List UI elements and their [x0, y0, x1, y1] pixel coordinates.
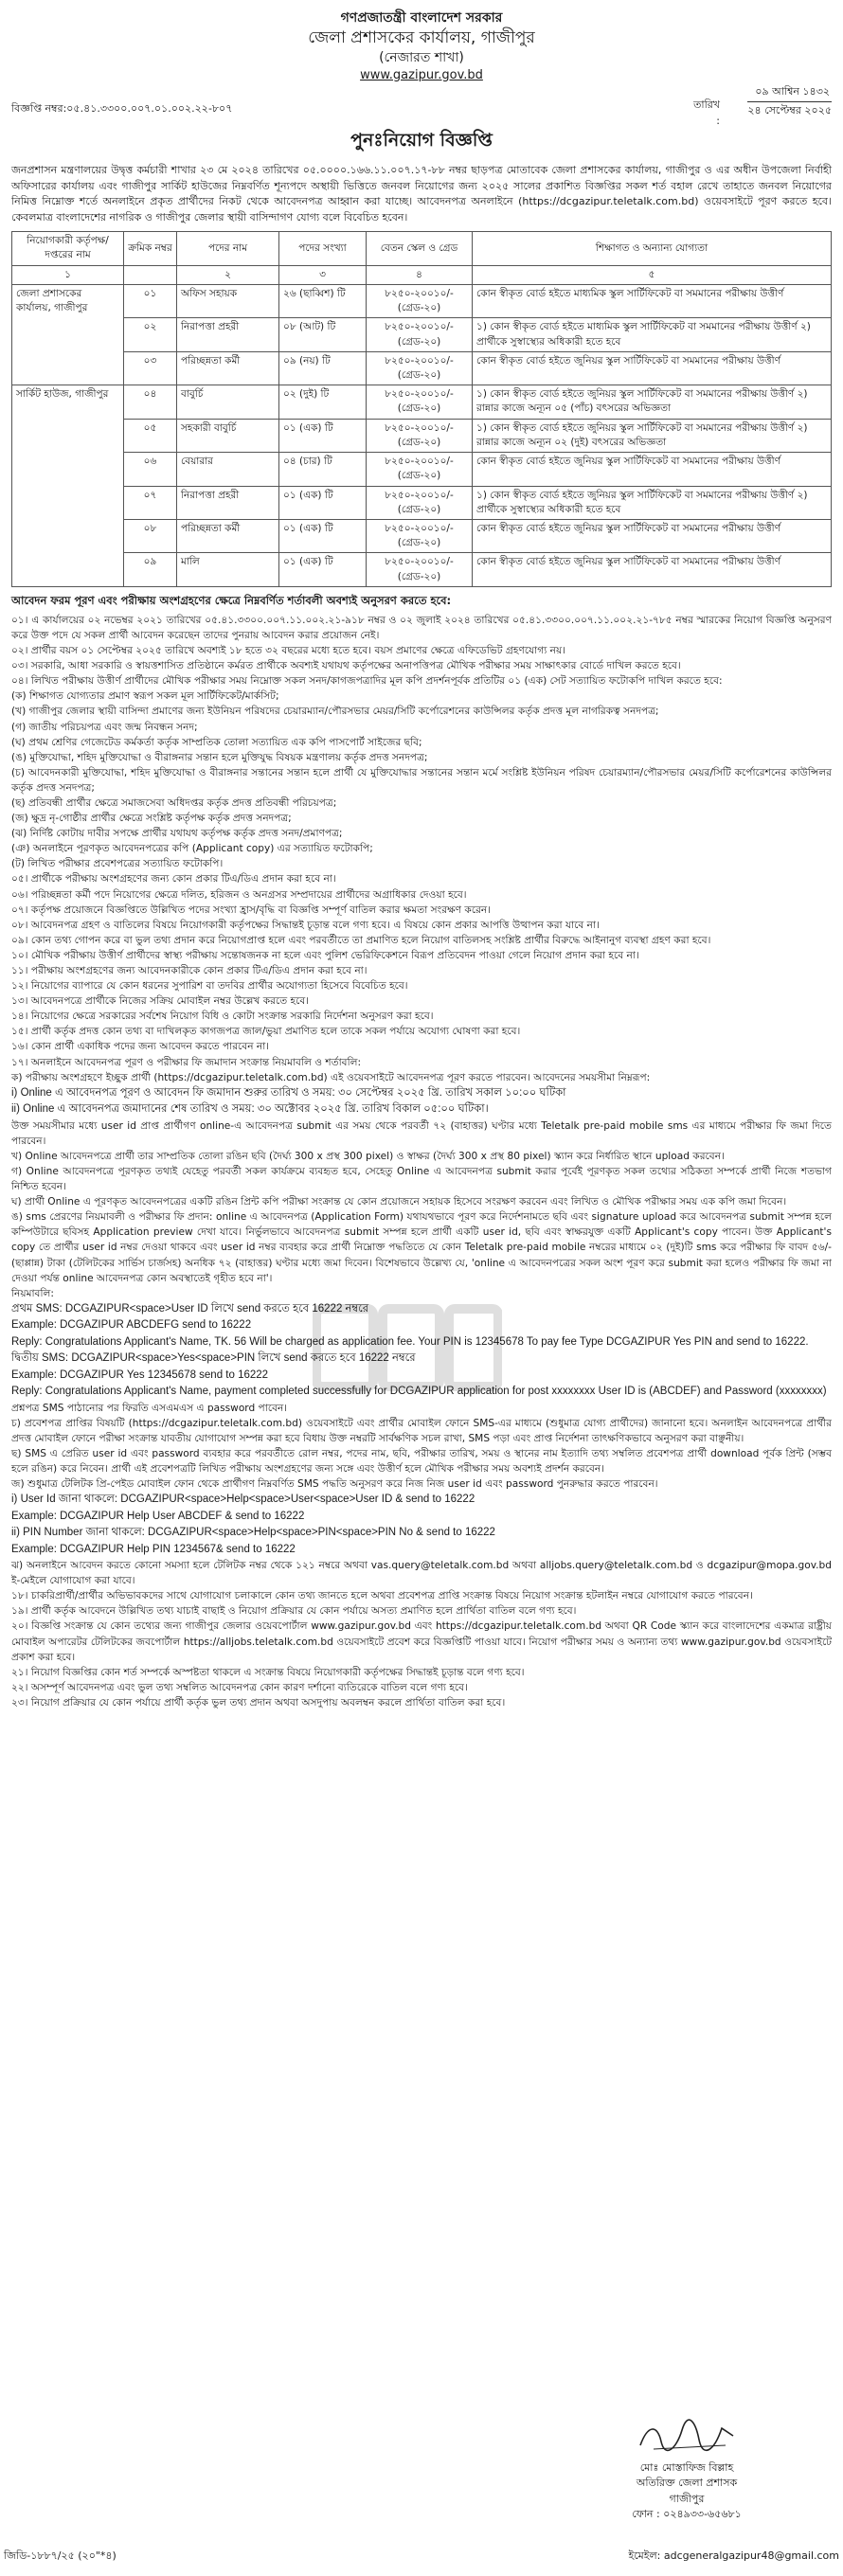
- serial-cell: ০২: [124, 318, 177, 351]
- condition-item: i) Online এ আবেদনপত্র পূরণ ও আবেদন ফি জমাদান শুরুর তারিখ ও সময়: ৩০ সেপ্টেম্বর ২০২৫ খ্রি. তারিখ সকাল ১০:০০ ঘটিকা: [11, 1086, 566, 1099]
- condition-item: ০২। প্রার্থীর বয়স ০১ সেপ্টেম্বর ২০২৫ তারিখে অবশ্যই ১৮ হতে ৩২ বছরের মধ্যে হতে হবে। বয়স প্রমাণের ক্ষেত্রে এফিডেভিট গ্রহণযোগ্য নয়।: [11, 645, 565, 657]
- qualification-cell: ১) কোন স্বীকৃত বোর্ড হইতে মাধ্যমিক স্কুল সার্টিফিকেট বা সমমানের পরীক্ষায় উত্তীর্ণ ২) প্রার্থীকে সুস্বাস্থ্যের অধিকারী হতে হবে: [473, 318, 832, 351]
- section-name: (নেজারত শাখা): [379, 49, 464, 65]
- office-name: জেলা প্রশাসকের কার্যালয়, গাজীপুর: [308, 27, 535, 47]
- count-cell: ০২ (দুই) টি: [279, 385, 367, 419]
- footer: [0, 2548, 843, 2567]
- letterhead: [11, 9, 832, 83]
- count-cell: ০৯ (নয়) টি: [279, 351, 367, 385]
- signatory-designation: অতিরিক্ত জেলা প্রশাসক: [636, 2477, 738, 2489]
- scale-cell: ৮২৫০-২০০১০/- (গ্রেড-২০): [367, 318, 473, 351]
- count-cell: ০৮ (আট) টি: [279, 318, 367, 351]
- serial-cell: ০৬: [124, 453, 177, 486]
- count-cell: ০১ (এক) টি: [279, 519, 367, 552]
- condition-item: ০৫। প্রার্থীকে পরীক্ষায় অংশগ্রহণের জন্য কোন প্রকার টিএ/ডিএ প্রদান করা হবে না।: [11, 873, 336, 886]
- qualification-cell: কোন স্বীকৃত বোর্ড হইতে জুনিয়র স্কুল সার্টিফিকেট বা সমমানের পরীক্ষায় উত্তীর্ণ: [473, 519, 832, 552]
- serial-cell: ০১: [124, 284, 177, 317]
- condition-item: ঙ) sms প্রেরণের নিয়মাবলী ও পরীক্ষার ফি প্রদান: online এ আবেদনপত্র (Application Form) যথাযথভাবে পূরণ করে নির্দেশনামতে ছবি এবং signature upload করে আবেদনপত্র submit সম্পন্ন হলে কম্পিউটারে ছবিসহ Application preview দেখা যাবে। নির্ভুলভাবে আবেদনপত্র submit সম্পন্ন হলে প্রার্থী একটি user id, ছবি এবং স্বাক্ষরযুক্ত একটি Applicant's copy পাবেন। উক্ত Applicant's copy তে প্রার্থীর user id নম্বর দেওয়া থাকবে এবং user id নম্বর ব্যবহার করে প্রার্থী নিম্নোক্ত পদ্ধতিতে যে কোন Teletalk pre-paid mobile নম্বরের মাধ্যমে ০২ (দুই)টি sms করে পরীক্ষার ফি বাবদ ৫৬/- (ছাপ্পান্ন) টাকা (টেলিটকের সার্ভিস চার্জসহ) অনধিক ৭২ (বাহাত্তর) ঘণ্টার মধ্যে জমা দিবেন। বিশেষভাবে উল্লেখ্য যে, 'online এ আবেদনপত্রের সকল অংশ পূরণ করে submit করা হলেও পরীক্ষার ফি জমা না দেওয়া পর্যন্ত online আবেদনপত্র কোন অবস্থাতেই গৃহীত হবে না'।: [11, 1211, 832, 1284]
- qualification-cell: কোন স্বীকৃত বোর্ড হইতে জুনিয়র স্কুল সার্টিফিকেট বা সমমানের পরীক্ষায় উত্তীর্ণ: [473, 553, 832, 586]
- condition-item: ১৪। নিয়োগের ক্ষেত্রে সরকারের সর্বশেষ নিয়োগ বিধি ও কোটা সংক্রান্ত সরকারি নির্দেশনা অনুসরণ করা হবে।: [11, 1011, 434, 1023]
- column-number-row: [12, 265, 832, 284]
- col-number: ১: [12, 265, 124, 284]
- table-row: [12, 419, 832, 452]
- condition-item: ১৮। চাকরিপ্রার্থী/প্রার্থীর অভিভাবকদের সাথে যোগাযোগ চলাকালে কোন তথ্য জানতে হলে অথবা প্রবেশপত্র প্রাপ্তি সংক্রান্ত বিষয়ে নিয়োগ সংক্রান্ত হটলাইন নম্বরে যোগাযোগ করতে পারবেন।: [11, 1590, 753, 1602]
- serial-cell: ০৮: [124, 519, 177, 552]
- intro-paragraph: জনপ্রশাসন মন্ত্রণালয়ের উদ্বৃত্ত কর্মচারী শাখার ২৩ মে ২০২৪ তারিখের ০৫.০০০০.১৬৬.১১.০০৭.১৭-৮৮ নম্বর ছাড়পত্র মোতাবেক জেলা প্রশাসকের কার্যালয়, গাজীপুর ও এর অধীন উপজেলা নির্বাহী অফিসারের কার্যালয় এবং গাজীপুর সার্কিট হাউজের নিম্নবর্ণিত শূন্যপদে অস্থায়ী ভিত্তিতে জনবল নিয়োগের জন্য ২০২৫ সালের প্রকাশিত বিজ্ঞপ্তির সকল শর্ত বহাল রেখে তাহাতে জনবল নিয়োগের নিমিত্ত নিম্নোক্ত শর্তে অনলাইনে প্রকৃত প্রার্থীদের নিকট থেকে আবেদনপত্র আহ্বান করা যাচ্ছে। আবেদনপত্র অনলাইনে (https://dcgazipur.teletalk.com.bd) ওয়েবসাইটে পূরণ করতে হবে। কেবলমাত্র বাংলাদেশের নাগরিক ও গাজীপুর জেলার স্থায়ী বাসিন্দাগণ যোগ্য বলে বিবেচিত হবেন।: [11, 164, 832, 224]
- col-number: ২: [177, 265, 279, 284]
- table-row: [12, 385, 832, 419]
- col-number: ৩: [279, 265, 367, 284]
- serial-cell: ০৩: [124, 351, 177, 385]
- condition-item: (গ) জাতীয় পরিচয়পত্র এবং জন্ম নিবন্ধন সনদ;: [11, 721, 198, 733]
- condition-item: (চ) আবেদনকারী মুক্তিযোদ্ধা, শহিদ মুক্তিযোদ্ধা ও বীরাঙ্গনার সন্তানের সন্তান হলে প্রার্থী যে মুক্তিযোদ্ধার সন্তানের সন্তান মর্মে সংশ্লিষ্ট ইউনিয়ন পরিষদ চেয়ারম্যান/পৌরসভার মেয়র/সিটি কর্পোরেশনের কাউন্সিলর কর্তৃক প্রদত্ত সনদপত্র;: [11, 766, 832, 794]
- table-row: [12, 351, 832, 385]
- condition-item: ii) Online এ আবেদনপত্র জমাদানের শেষ তারিখ ও সময়: ৩০ অক্টোবর ২০২৫ খ্রি. তারিখ বিকাল ০৫:০০ ঘটিকা।: [11, 1103, 489, 1116]
- qualification-cell: ১) কোন স্বীকৃত বোর্ড হইতে জুনিয়র স্কুল সার্টিফিকেট বা সমমানের পরীক্ষায় উত্তীর্ণ ২) প্রার্থীকে সুস্বাস্থ্যের অধিকারী হতে হবে: [473, 486, 832, 519]
- qualification-cell: ১) কোন স্বীকৃত বোর্ড হইতে জুনিয়র স্কুল সার্টিফিকেট বা সমমানের পরীক্ষায় উত্তীর্ণ ২) রান্নার কাজে অন্যূন ০৫ (পাঁচ) বৎসরের অভিজ্ঞতা: [473, 385, 832, 419]
- col-count: পদের সংখ্যা: [279, 232, 367, 265]
- qualification-cell: কোন স্বীকৃত বোর্ড হইতে জুনিয়র স্কুল সার্টিফিকেট বা সমমানের পরীক্ষায় উত্তীর্ণ: [473, 453, 832, 486]
- condition-item: (ছ) প্রতিবন্ধী প্রার্থীর ক্ষেত্রে সমাজসেবা অধিদপ্তর কর্তৃক প্রদত্ত প্রতিবন্ধী পরিচয়পত্র;: [11, 796, 337, 809]
- condition-item: প্রথম SMS: DCGAZIPUR<space>User ID লিখে send করতে হবে 16222 নম্বরে: [11, 1302, 369, 1315]
- condition-item: গ) Online আবেদনপত্রে পূরণকৃত তথ্যই যেহেতু পরবর্তী সকল কার্যক্রমে ব্যবহৃত হবে, সেহেতু Online এ আবেদনপত্র submit করার পূর্বেই পূরণকৃত সকল তথ্যের সঠিকতা সম্পর্কে প্রার্থী নিজে শতভাগ নিশ্চিত হবেন।: [11, 1165, 832, 1193]
- serial-cell: ০৪: [124, 385, 177, 419]
- post-cell: পরিচ্ছন্নতা কর্মী: [177, 519, 279, 552]
- condition-item: ১৬। কোন প্রার্থী একাধিক পদের জন্য আবেদন করতে পারবেন না।: [11, 1041, 270, 1053]
- serial-cell: ০৯: [124, 553, 177, 586]
- signatory-name: মোঃ মোস্তাফিজ বিল্লাহ: [639, 2460, 734, 2474]
- signature-image: [635, 2417, 739, 2455]
- scale-cell: ৮২৫০-২০০১০/- (গ্রেড-২০): [367, 553, 473, 586]
- signatory-place: গাজীপুর: [669, 2492, 705, 2505]
- signatory-phone: ফোন : ০২৪৯৩৩-৬৫৬৮১: [632, 2508, 742, 2520]
- table-row: [12, 318, 832, 351]
- scale-cell: ৮২৫০-২০০১০/- (গ্রেড-২০): [367, 284, 473, 317]
- footer-code: জিডি-১৮৮৭/২৫ (২০"*৪): [4, 2549, 117, 2562]
- table-row: [12, 284, 832, 317]
- table-row: [12, 486, 832, 519]
- post-cell: নিরাপত্তা প্রহরী: [177, 318, 279, 351]
- count-cell: ০১ (এক) টি: [279, 553, 367, 586]
- scale-cell: ৮২৫০-২০০১০/- (গ্রেড-২০): [367, 419, 473, 452]
- condition-item: ক) পরীক্ষায় অংশগ্রহণে ইচ্ছুক প্রার্থী (https://dcgazipur.teletalk.com.bd) এই ওয়েবসাইটে আবেদনপত্র পূরণ করতে পারবেন। আবেদনের সময়সীমা নিম্নরূপ:: [11, 1071, 651, 1083]
- serial-cell: ০৭: [124, 486, 177, 519]
- condition-item: (খ) গাজীপুর জেলার স্থায়ী বাসিন্দা প্রমাণের জন্য ইউনিয়ন পরিষদের চেয়ারম্যান/পৌরসভার মেয়র/সিটি কর্পোরেশনের কাউন্সিলর কর্তৃক প্রদত্ত মূল নাগরিকত্ব সনদপত্র;: [11, 706, 659, 718]
- condition-item: ১৩। আবেদনপত্রে প্রার্থীকে নিজের সক্রিয় মোবাইল নম্বর উল্লেখ করতে হবে।: [11, 995, 310, 1008]
- scale-cell: ৮২৫০-২০০১০/- (গ্রেড-২০): [367, 486, 473, 519]
- condition-item: ০৮। আবেদনপত্র গ্রহণ ও বাতিলের বিষয়ে নিয়োগকারী কর্তৃপক্ষের সিদ্ধান্তই চূড়ান্ত বলে গণ্য হবে। এ বিষয়ে কোন প্রকার আপত্তি উত্থাপন করা যাবে না।: [11, 919, 600, 931]
- col-scale: বেতন স্কেল ও গ্রেড: [367, 232, 473, 265]
- condition-item: ২২। অসম্পূর্ণ আবেদনপত্র এবং ভুল তথ্য সম্বলিত আবেদনপত্র কোন কারণ দর্শানো ব্যতিরেকে বাতিল বলে গণ্য হবে।: [11, 1681, 468, 1693]
- condition-item: Reply: Congratulations Applicant's Name, payment completed successfully for DCGAZIPUR application for post xxxxxxxx User ID is (ABCDEF) and Password (xxxxxxxx): [11, 1386, 827, 1398]
- notice-title: পুনঃনিয়োগ বিজ্ঞপ্তি: [350, 130, 493, 152]
- qualification-cell: ১) কোন স্বীকৃত বোর্ড হইতে জুনিয়র স্কুল সার্টিফিকেট বা সমমানের পরীক্ষায় উত্তীর্ণ ২) রান্নার কাজে অন্যূন ০২ (দুই) বৎসরের অভিজ্ঞতা: [473, 419, 832, 452]
- condition-item: ০৯। কোন তথ্য গোপন করে বা ভুল তথ্য প্রদান করে নিয়োগপ্রাপ্ত হলে এবং পরবর্তীতে তা প্রমাণিত হলে নিয়োগ বাতিলসহ সংশ্লিষ্ট প্রার্থীর বিরুদ্ধে আইনানুগ ব্যবস্থা গ্রহণ করা হবে।: [11, 934, 711, 946]
- condition-item: ২৩। নিয়োগ প্রক্রিয়ার যে কোন পর্যায়ে প্রার্থী কর্তৃক ভুল তথ্য প্রদান অথবা অসদুপায় অবলম্বন করলে প্রার্থিতা বাতিল করা হবে।: [11, 1696, 506, 1708]
- count-cell: ২৬ (ছাব্বিশ) টি: [279, 284, 367, 317]
- condition-item: Example: DCGAZIPUR Yes 12345678 send to 16222: [11, 1368, 269, 1381]
- condition-item: ১২। নিয়োগের ব্যাপারে যে কোন ধরনের সুপারিশ বা তদবির প্রার্থীর অযোগ্যতা হিসেবে বিবেচিত হবে।: [11, 980, 408, 993]
- condition-item: Example: DCGAZIPUR ABCDEFG send to 16222: [11, 1319, 252, 1332]
- condition-item: ০৬। পরিচ্ছন্নতা কর্মী পদে নিয়োগের ক্ষেত্রে দলিত, হরিজন ও অনগ্রসর সম্প্রদায়ের প্রার্থীদের অগ্রাধিকার দেওয়া হবে।: [11, 888, 467, 901]
- condition-item: ০৩। সরকারি, আধা সরকারি ও স্বায়ত্তশাসিত প্রতিষ্ঠানে কর্মরত প্রার্থীকে অবশ্যই যথাযথ কর্তৃপক্ষের অনাপত্তিপত্র মৌখিক পরীক্ষার সময় সাক্ষাৎকার বোর্ডে দাখিল করতে হবে।: [11, 660, 681, 672]
- qualification-cell: কোন স্বীকৃত বোর্ড হইতে জুনিয়র স্কুল সার্টিফিকেট বা সমমানের পরীক্ষায় উত্তীর্ণ: [473, 351, 832, 385]
- condition-item: দ্বিতীয় SMS: DCGAZIPUR<space>Yes<space>PIN লিখে send করতে হবে 16222 নম্বরে: [11, 1352, 416, 1365]
- condition-item: (ক) শিক্ষাগত যোগ্যতার প্রমাণ স্বরূপ সকল মূল সার্টিফিকেট/মার্কসিট;: [11, 690, 279, 703]
- table-header-row: [12, 232, 832, 265]
- office-cell: সার্কিট হাউজ, গাজীপুর: [12, 385, 124, 587]
- signature-block: [578, 2417, 796, 2523]
- post-cell: মালি: [177, 553, 279, 586]
- col-office: নিয়োগকারী কর্তৃপক্ষ/ দপ্তরের নাম: [12, 232, 124, 265]
- notice-page: [11, 0, 832, 1710]
- post-cell: পরিচ্ছন্নতা কর্মী: [177, 351, 279, 385]
- condition-item: ১০। মৌখিক পরীক্ষায় উত্তীর্ণ প্রার্থীদের স্বাস্থ্য পরীক্ষায় সন্তোষজনক না হলে এবং পুলিশ ভেরিফিকেশনে বিরূপ প্রতিবেদন পাওয়া গেলে নিয়োগ প্রদান করা হবে না।: [11, 949, 639, 961]
- post-cell: বাবুর্চি: [177, 385, 279, 419]
- table-row: [12, 453, 832, 486]
- condition-item: ০৪। লিখিত পরীক্ষায় উত্তীর্ণ প্রার্থীদের মৌখিক পরীক্ষার সময় নিম্নোক্ত সকল সনদ/কাগজপত্রাদির মূল কপি প্রদর্শনপূর্বক প্রতিটির ০১ (এক) সেট সত্যায়িত ফটোকপি দাখিল করতে হবে:: [11, 675, 723, 688]
- post-cell: বেয়ারার: [177, 453, 279, 486]
- memo-number: বিজ্ঞপ্তি নম্বর:০৫.৪১.৩৩০০.০০৭.০১.০০২.২২-৮০৭: [11, 102, 233, 116]
- col-number: ৪: [367, 265, 473, 284]
- count-cell: ০১ (এক) টি: [279, 486, 367, 519]
- condition-item: ii) PIN Number জানা থাকলে: DCGAZIPUR<space>Help<space>PIN<space>PIN No & send to 16222: [11, 1527, 495, 1539]
- govt-name: গণপ্রজাতন্ত্রী বাংলাদেশ সরকার: [340, 10, 503, 26]
- condition-item: ১৫। প্রার্থী কর্তৃক প্রদত্ত কোন তথ্য বা দাখিলকৃত কাগজপত্র জাল/ভুয়া প্রমাণিত হলে তাকে সকল পর্যায়ে অযোগ্য ঘোষণা করা হবে।: [11, 1026, 521, 1038]
- condition-item: (ঙ) মুক্তিযোদ্ধা, শহিদ মুক্তিযোদ্ধা ও বীরাঙ্গনার সন্তান হলে মুক্তিযুদ্ধ বিষয়ক মন্ত্রণালয় কর্তৃক প্রদত্ত সনদপত্র;: [11, 751, 428, 763]
- office-cell: জেলা প্রশাসকের কার্যালয়, গাজীপুর: [12, 284, 124, 385]
- condition-item: ১৯। প্রার্থী কর্তৃক আবেদনে উল্লিখিত তথ্য যাচাই বাছাই ও নিয়োগ প্রক্রিয়ার যে কোন পর্যায়ে অসত্য প্রমাণিত হলে প্রার্থিতা বাতিল বলে গণ্য হবে।: [11, 1605, 577, 1618]
- condition-item: ২১। নিয়োগ বিজ্ঞপ্তির কোন শর্ত সম্পর্কে অস্পষ্টতা থাকলে এ সংক্রান্ত বিষয়ে নিয়োগকারী কর্তৃপক্ষের সিদ্ধান্তই চূড়ান্ত বলে গণ্য হবে।: [11, 1666, 525, 1678]
- col-post: পদের নাম: [177, 232, 279, 265]
- count-cell: ০১ (এক) টি: [279, 419, 367, 452]
- condition-item: চ) প্রবেশপত্র প্রাপ্তির বিষয়টি (https://dcgazipur.teletalk.com.bd) ওয়েবসাইটে এবং প্রার্থীর মোবাইল ফোনে SMS-এর মাধ্যমে (শুধুমাত্র যোগ্য প্রার্থীদের) জানানো হবে। অনলাইন আবেদনপত্রে প্রার্থীর প্রদত্ত মোবাইল ফোনে পরীক্ষা সংক্রান্ত যাবতীয় যোগাযোগ সম্পন্ন করা হবে বিধায় উক্ত নম্বরটি সার্বক্ষণিক সচল রাখা, SMS পড়া এবং প্রাপ্ত নির্দেশনা তাৎক্ষণিকভাবে অনুসরণ করা বাঞ্ছনীয়।: [11, 1417, 832, 1444]
- date-english: ২৪ সেপ্টেম্বর ২০২৫: [747, 104, 832, 117]
- col-number: [124, 265, 177, 284]
- scale-cell: ৮২৫০-২০০১০/- (গ্রেড-২০): [367, 453, 473, 486]
- post-cell: নিরাপত্তা প্রহরী: [177, 486, 279, 519]
- col-number: ৫: [473, 265, 832, 284]
- col-qualification: শিক্ষাগত ও অন্যান্য যোগ্যতা: [473, 232, 832, 265]
- condition-item: (ঞ) অনলাইনে পূরণকৃত আবেদনপত্রের কপি (Applicant copy) এর সত্যায়িত ফটোকপি;: [11, 843, 373, 855]
- condition-item: ঘ) প্রার্থী Online এ পূরণকৃত আবেদনপত্রের একটি রঙিন প্রিন্ট কপি পরীক্ষা সংক্রান্ত যে কোন প্রয়োজনে সহায়ক হিসেবে সংরক্ষণ করবেন এবং লিখিত ও মৌখিক পরীক্ষার সময় এক কপি জমা দিবেন।: [11, 1196, 787, 1208]
- condition-item: (জ) ক্ষুদ্র নৃ-গোষ্ঠীর প্রার্থীর ক্ষেত্রে সংশ্লিষ্ট কর্তৃপক্ষ কর্তৃক প্রদত্ত সনদপত্র;: [11, 813, 292, 825]
- post-cell: অফিস সহায়ক: [177, 284, 279, 317]
- condition-item: ০১। এ কার্যালয়ের ০২ নভেম্বর ২০২১ তারিখের ০৫.৪১.৩৩০০.০০৭.১১.০০২.২১-৯১৮ নম্বর ও ০২ জুলাই ২০২৪ তারিখের ০৫.৪১.৩৩০০.০০৭.১১.০০২.২১-৭৮৫ নম্বর স্মারকের নিয়োগ বিজ্ঞপ্তি অনুসরণ করে উক্ত পদে যে সকল প্রার্থী আবেদন করেছেন তাদের পুনরায় আবেদন করার প্রয়োজন নেই।: [11, 614, 832, 641]
- condition-item: প্রশ্নপত্র SMS পাঠানোর পর ফিরতি এসএমএস এ password পাবেন।: [11, 1402, 288, 1414]
- website-link[interactable]: www.gazipur.gov.bd: [360, 67, 483, 82]
- conditions-list: [11, 613, 832, 1710]
- condition-item: Example: DCGAZIPUR Help User ABCDEF & send to 16222: [11, 1510, 305, 1522]
- condition-item: ছ) SMS এ প্রেরিত user id এবং password ব্যবহার করে পরবর্তীতে রোল নম্বর, পদের নাম, ছবি, পরীক্ষার তারিখ, সময় ও স্থানের নাম ইত্যাদি তথ্য সম্বলিত প্রবেশপত্র প্রার্থী download পূর্বক প্রিন্ট (সম্ভব হলে রঙিন) করে নিবেন। প্রার্থী এই প্রবেশপত্রটি লিখিত পরীক্ষায় অংশগ্রহণের জন্য সঙ্গে এবং উত্তীর্ণ হলে মৌখিক পরীক্ষার সময় অবশ্যই প্রদর্শন করবেন।: [11, 1447, 832, 1476]
- scale-cell: ৮২৫০-২০০১০/- (গ্রেড-২০): [367, 519, 473, 552]
- footer-email[interactable]: ইমেইল: adcgeneralgazipur48@gmail.com: [628, 2549, 839, 2562]
- post-cell: সহকারী বাবুর্চি: [177, 419, 279, 452]
- condition-item: ১১। পরীক্ষায় অংশগ্রহণের জন্য আবেদনকারীকে কোন প্রকার টিএ/ডিএ প্রদান করা হবে না।: [11, 965, 368, 977]
- condition-item: জ) শুধুমাত্র টেলিটক প্রি-পেইড মোবাইল ফোন থেকে প্রার্থীগণ নিম্নবর্ণিত SMS পদ্ধতি অনুসরণ করে নিজ নিজ user id এবং password পুনরুদ্ধার করতে পারবেন।: [11, 1478, 658, 1491]
- condition-item: ০৭। কর্তৃপক্ষ প্রয়োজনে বিজ্ঞপ্তিতে উল্লিখিত পদের সংখ্যা হ্রাস/বৃদ্ধি বা বিজ্ঞপ্তি সম্পূর্ণ বাতিল করার ক্ষমতা সংরক্ষণ করেন।: [11, 903, 492, 916]
- reference-row: [11, 83, 832, 128]
- qualification-cell: কোন স্বীকৃত বোর্ড হইতে মাধ্যমিক স্কুল সার্টিফিকেট বা সমমানের পরীক্ষায় উত্তীর্ণ: [473, 284, 832, 317]
- condition-item: খ) Online আবেদনপত্রে প্রার্থী তার সাম্প্রতিক তোলা রঙিন ছবি (দৈর্ঘ্য 300 x প্রস্থ 300 pixel) ও স্বাক্ষর (দৈর্ঘ্য 300 x প্রস্থ 80 pixel) স্ক্যান করে নির্ধারিত স্থানে upload করবেন।: [11, 1150, 725, 1162]
- condition-item: ঝ) অনলাইনে আবেদন করতে কোনো সমস্যা হলে টেলিটক নম্বর থেকে ১২১ নম্বরে অথবা vas.query@teletalk.com.bd অথবা alljobs.query@teletalk.com.bd ও dcgazipur@mopa.gov.bd ই-মেইলে যোগাযোগ করা যাবে।: [11, 1560, 832, 1587]
- serial-cell: ০৫: [124, 419, 177, 452]
- condition-item: ২০। বিজ্ঞপ্তি সংক্রান্ত যে কোন তথ্যের জন্য গাজীপুর জেলার ওয়েবপোর্টাল www.gazipur.gov.bd এবং https://dcgazipur.teletalk.com.bd অথবা QR Code স্ক্যান করে বাংলাদেশের একমাত্র রাষ্ট্রীয় মোবাইল অপারেটর টেলিটকের জবপোর্টাল https://alljobs.teletalk.com.bd ওয়েবসাইটে প্রবেশ করে বিজ্ঞপ্তিটি পাওয়া যাবে। নিয়োগ পরীক্ষার সময় ও অন্যান্য তথ্য www.gazipur.gov.bd ওয়েবসাইটে প্রকাশ করা হবে।: [11, 1620, 832, 1663]
- watermark-logo: [313, 1296, 502, 1400]
- date-bangla: ০৯ আশ্বিন ১৪৩২: [747, 83, 832, 102]
- condition-item: Example: DCGAZIPUR Help PIN 1234567& send to 16222: [11, 1543, 296, 1555]
- condition-item: (ট) লিখিত পরীক্ষার প্রবেশপত্রের সত্যায়িত ফটোকপি।: [11, 858, 224, 870]
- table-row: [12, 553, 832, 586]
- table-row: [12, 519, 832, 552]
- count-cell: ০৪ (চার) টি: [279, 453, 367, 486]
- condition-item: (ঝ) নির্দিষ্ট কোটায় দাবীর সপক্ষে প্রার্থীর যথাযথ কর্তৃপক্ষ কর্তৃক প্রদত্ত সনদ/প্রমাণপত্র;: [11, 828, 343, 840]
- scale-cell: ৮২৫০-২০০১০/- (গ্রেড-২০): [367, 351, 473, 385]
- condition-item: উক্ত সময়সীমার মধ্যে user id প্রাপ্ত প্রার্থীগণ online-এ আবেদনপত্র submit এর সময় থেকে পরবর্তী ৭২ (বাহাত্তর) ঘণ্টার মধ্যে Teletalk pre-paid mobile sms এর মাধ্যমে পরীক্ষার ফি জমা দিতে পারবেন।: [11, 1119, 832, 1147]
- condition-item: ১৭। অনলাইনে আবেদনপত্র পূরণ ও পরীক্ষার ফি জমাদান সংক্রান্ত নিয়মাবলি ও শর্তাবলি:: [11, 1056, 362, 1068]
- posts-table: [11, 231, 832, 587]
- condition-item: নিয়মাবলি:: [11, 1287, 54, 1299]
- condition-item: i) User Id জানা থাকলে: DCGAZIPUR<space>Help<space>User<space>User ID & send to 16222: [11, 1494, 475, 1506]
- col-serial: ক্রমিক নম্বর: [124, 232, 177, 265]
- date-label: তারিখ :: [693, 98, 720, 128]
- condition-item: Reply: Congratulations Applicant's Name, TK. 56 Will be charged as application fee. Your PIN is 12345678 To pay fee Type DCGAZIPUR Yes PIN and send to 16222.: [11, 1335, 809, 1348]
- date-block: [693, 83, 832, 128]
- scale-cell: ৮২৫০-২০০১০/- (গ্রেড-২০): [367, 385, 473, 419]
- conditions-heading: আবেদন ফরম পূরণ এবং পরীক্ষায় অংশগ্রহণের ক্ষেত্রে নিম্নবর্ণিত শর্তাবলী অবশ্যই অনুসরণ করতে হবে:: [11, 593, 452, 607]
- condition-item: (ঘ) প্রথম শ্রেণির গেজেটেড কর্মকর্তা কর্তৃক সাম্প্রতিক তোলা সত্যায়িত এক কপি পাসপোর্ট সাইজের ছবি;: [11, 736, 422, 748]
